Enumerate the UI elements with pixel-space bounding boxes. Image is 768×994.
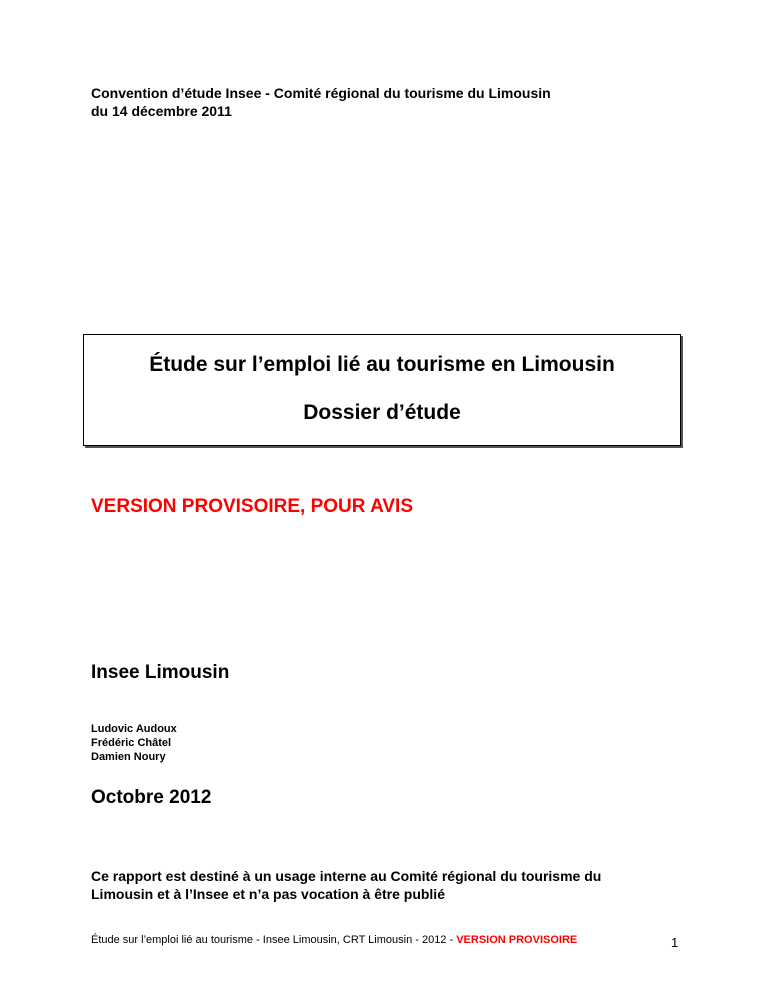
author-name: Frédéric Châtel [91,737,172,749]
organization-name: Insee Limousin [91,662,230,683]
usage-notice [91,867,691,903]
document-title: Étude sur l’emploi lié au tourisme en Limousin [149,353,615,376]
footer-text: Étude sur l’emploi lié au tourisme - Insee Limousin, CRT Limousin - 2012 - [91,934,457,946]
convention-line-2: du 14 décembre 2011 [91,103,232,119]
page-number: 1 [671,935,679,950]
usage-notice-line-1: Ce rapport est destiné à un usage interne au Comité régional du tourisme du [91,868,602,884]
author-list [91,722,177,764]
author-name: Ludovic Audoux [91,723,177,735]
title-box [83,334,681,446]
document-subtitle: Dossier d’étude [303,401,461,424]
author-name: Damien Noury [91,751,166,763]
publication-date: Octobre 2012 [91,787,212,808]
convention-header [91,84,691,120]
page-footer [91,934,577,946]
convention-line-1: Convention d’étude Insee - Comité régional du tourisme du Limousin [91,85,551,101]
usage-notice-line-2: Limousin et à l’Insee et n’a pas vocation à être publié [91,886,445,902]
version-notice: VERSION PROVISOIRE, POUR AVIS [91,496,414,517]
footer-version-label: VERSION PROVISOIRE [456,934,578,946]
